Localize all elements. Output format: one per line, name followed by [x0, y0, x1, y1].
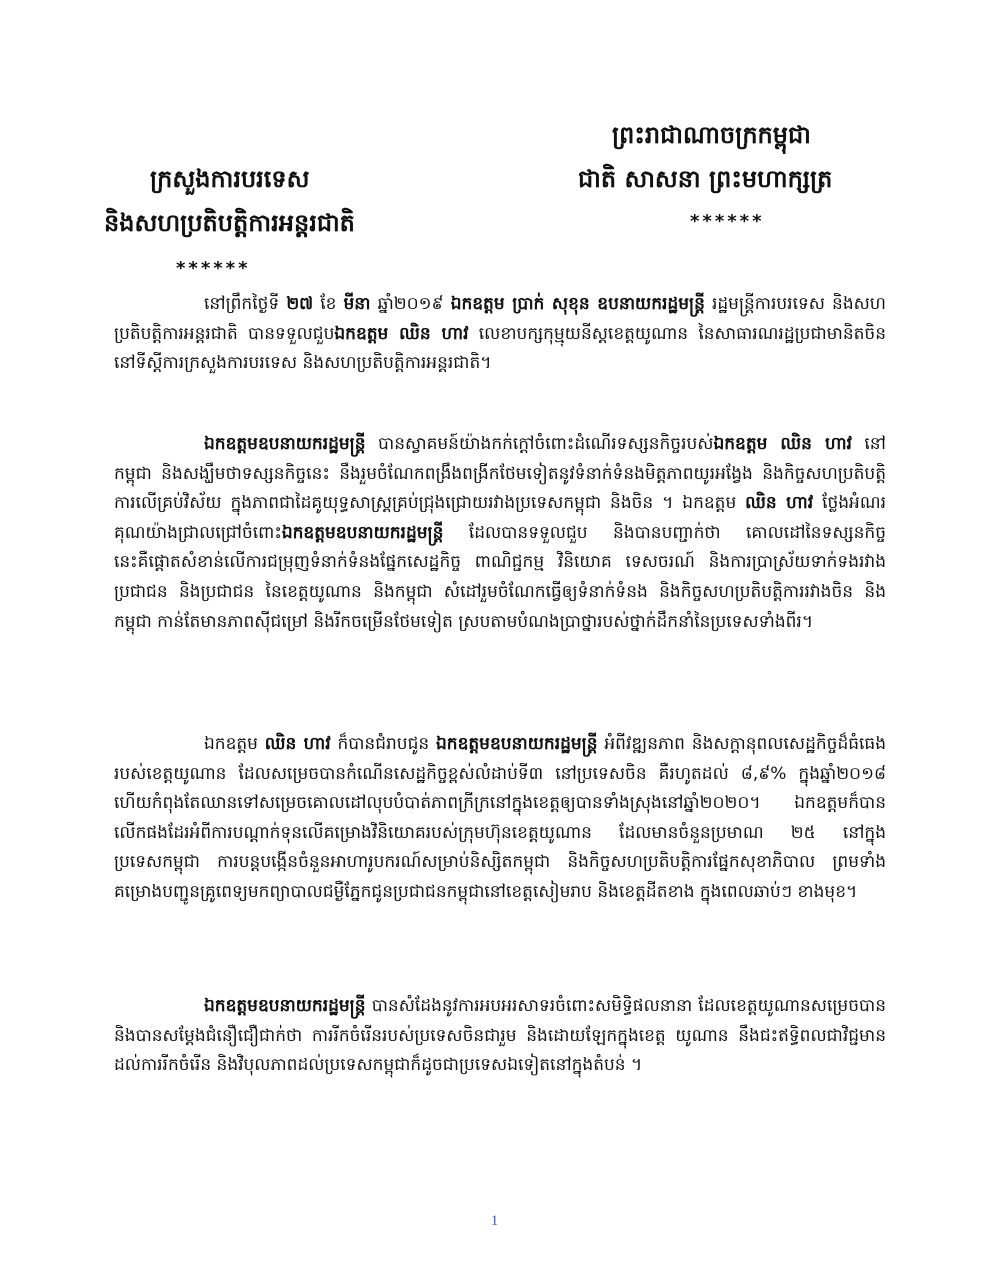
p4-minister-title: ឯកឧត្តមឧបនាយករដ្ឋមន្ត្រី: [204, 996, 366, 1016]
kingdom-separator: ******: [690, 211, 765, 232]
p2-text: នៅកម្ពុជា និងសង្ឃឹមថាទស្សនកិច្ចនេះ នឹងរួមចំណែកពង្រឹងពង្រីកថែមទៀតនូវទំនាក់ទំនងមិត្តភាពយូរអង្វែង និងកិច្ចសហប្រតិបត្តិការលើគ្រប់វិស័យ ក្នុងភាពជាដៃគូយុទ្ធសាស្ត្រគ្រប់ជ្រុងជ្រោយរវាងប្រទេសកម្ពុជា និងចិន ។ ឯកឧត្តម: [114, 434, 886, 514]
p4-text: បានសំដែងនូវការអបអរសាទរចំពោះសមិទ្ធិផលនានា ដែលខេត្តយូណានសម្រេចបាន និងបានសម្តែងជំនឿជឿជាក់ថា ការរីកចំរើនរបស់ប្រទេសចិនជារួម និងដោយឡែកក្នុងខេត្ត យូណាន នឹងជះឥទ្ធិពលជាវិជ្ជមានដល់ការរីកចំរើន និងវិបុលភាពដល់ប្រទេសកម្ពុជាក៏ដូចជាប្រទេសឯទៀតនៅក្នុងតំបន់ ។: [114, 996, 886, 1076]
p1-date-month: មីនា: [343, 294, 371, 314]
p1-text: លេខាបក្សកុម្មុយនីស្តខេត្តយូណាន នៃសាធារណរដ្ឋប្រជាមានិតចិន នៅទីស្តីការក្រសួងការបរទេស និងសហប្រតិបត្តិការអន្តរជាតិ។: [114, 323, 887, 374]
p2-text: បានស្វាគមន៍យ៉ាងកក់ក្តៅចំពោះដំណើរទស្សនកិច្ចរបស់: [365, 434, 714, 454]
page-number: 1: [490, 1213, 499, 1229]
p1-date-day: ២៧: [286, 294, 314, 314]
paragraph-4: [114, 992, 886, 1081]
p2-minister-title: ឯកឧត្តមឧបនាយករដ្ឋមន្ត្រី: [204, 434, 366, 454]
ministry-name-line2: និងសហប្រតិបត្តិការអន្តរជាតិ: [104, 209, 355, 237]
p2-guest-name: ឈិន ហាវ: [745, 493, 814, 514]
p2-text: ថ្លែងអំណរគុណយ៉ាងជ្រាលជ្រៅចំពោះ: [114, 493, 886, 543]
p3-text: ឯកឧត្តម: [204, 734, 265, 754]
paragraph-3: [114, 730, 886, 908]
ministry-separator: ******: [176, 258, 251, 279]
p3-text: ក៏បានជំរាបជូន: [330, 734, 436, 754]
paragraph-2: [114, 430, 886, 637]
p1-text: ខែ: [313, 294, 344, 314]
p3-minister-title: ឯកឧត្តមឧបនាយករដ្ឋមន្ត្រី: [436, 734, 598, 754]
p2-text: ដែលបានទទួលជួប និងបានបញ្ជាក់ថា គោលដៅនៃទស្សនកិច្ចនេះគឺផ្តោតសំខាន់លើការជម្រុញទំនាក់ទំនងផ្នែកសេដ្ឋកិច្ច ពាណិជ្ជកម្ម វិនិយោគ ទេសចរណ៍ និងការប្រាស្រ័យទាក់ទងរវាងប្រជាជន និងប្រជាជន នៃខេត្តយូណាន និងកម្ពុជា សំដៅរួមចំណែកធ្វើឲ្យទំនាក់ទំនង និងកិច្ចសហប្រតិបត្តិការរវាងចិន និងកម្ពុជា កាន់តែមានភាពស៊ីជម្រៅ និងរីកចម្រើនថែមទៀត ស្របតាមបំណងប្រាថ្នារបស់ថ្នាក់ដឹកនាំនៃប្រទេសទាំងពីរ។: [114, 522, 886, 632]
p1-text: រដ្ឋមន្ត្រីការបរទេស និងសហប្រតិបត្តិការអន្តរជាតិ បានទទួលជួប: [114, 294, 886, 344]
paragraph-1: [114, 290, 886, 379]
p1-guest-name: ឯកឧត្តម ឈិន ហាវ: [334, 323, 469, 344]
p3-text: អំពីវឌ្ឍនភាព និងសក្តានុពលសេដ្ឋកិច្ចដ៏ធំធេងរបស់ខេត្តយូណាន ដែលសម្រេចបានកំណើនសេដ្ឋកិច្ចខ្ពស់លំដាប់ទី៣ នៅប្រទេសចិន គឺរហូតដល់ ៨,៩% ក្នុងឆ្នាំ២០១៨ ហើយកំពុងតែឈានទៅសម្រេចគោលដៅលុបបំបាត់ភាពក្រីក្រនៅក្នុងខេត្តឲ្យបានទាំងស្រុងនៅឆ្នាំ២០២០។ ឯកឧត្តមក៏បានលើកផងដែរអំពីការបណ្តាក់ទុនលើគម្រោងវិនិយោគរបស់ក្រុមហ៊ុនខេត្តយូណាន ដែលមានចំនួនប្រមាណ ២៥ នៅក្នុងប្រទេសកម្ពុជា ការបន្តបង្កើនចំនួនអាហារូបករណ៍សម្រាប់និស្សិតកម្ពុជា និងកិច្ចសហប្រតិបត្តិការផ្នែកសុខាភិបាល ព្រមទាំងគម្រោងបញ្ជូនគ្រូពេទ្យមកព្យាបាលជម្ងឺភ្នែកជូនប្រជាជនកម្ពុជានៅខេត្តសៀមរាប និងខេត្តដីតខាង ក្នុងពេលឆាប់ៗ ខាងមុខ។: [114, 734, 887, 902]
p3-guest-name: ឈិន ហាវ: [264, 734, 331, 754]
kingdom-name: ព្រះរាជាណាចក្រកម្ពុជា: [612, 121, 811, 149]
p1-minister-name: ឯកឧត្តម ប្រាក់ សុខុន ឧបនាយករដ្ឋមន្ត្រី: [450, 294, 705, 314]
p2-guest-name: ឯកឧត្តម ឈិន ហាវ: [713, 434, 852, 454]
ministry-name-line1: ក្រសួងការបរទេស: [150, 165, 310, 193]
p2-minister-title: ឯកឧត្តមឧបនាយករដ្ឋមន្ត្រី: [281, 522, 444, 543]
p1-text: នៅព្រឹកថ្ងៃទី: [204, 294, 287, 314]
kingdom-motto: ជាតិ សាសនា ព្រះមហាក្សត្រ: [578, 165, 833, 193]
p1-text: ឆ្នាំ២០១៩: [370, 294, 451, 314]
